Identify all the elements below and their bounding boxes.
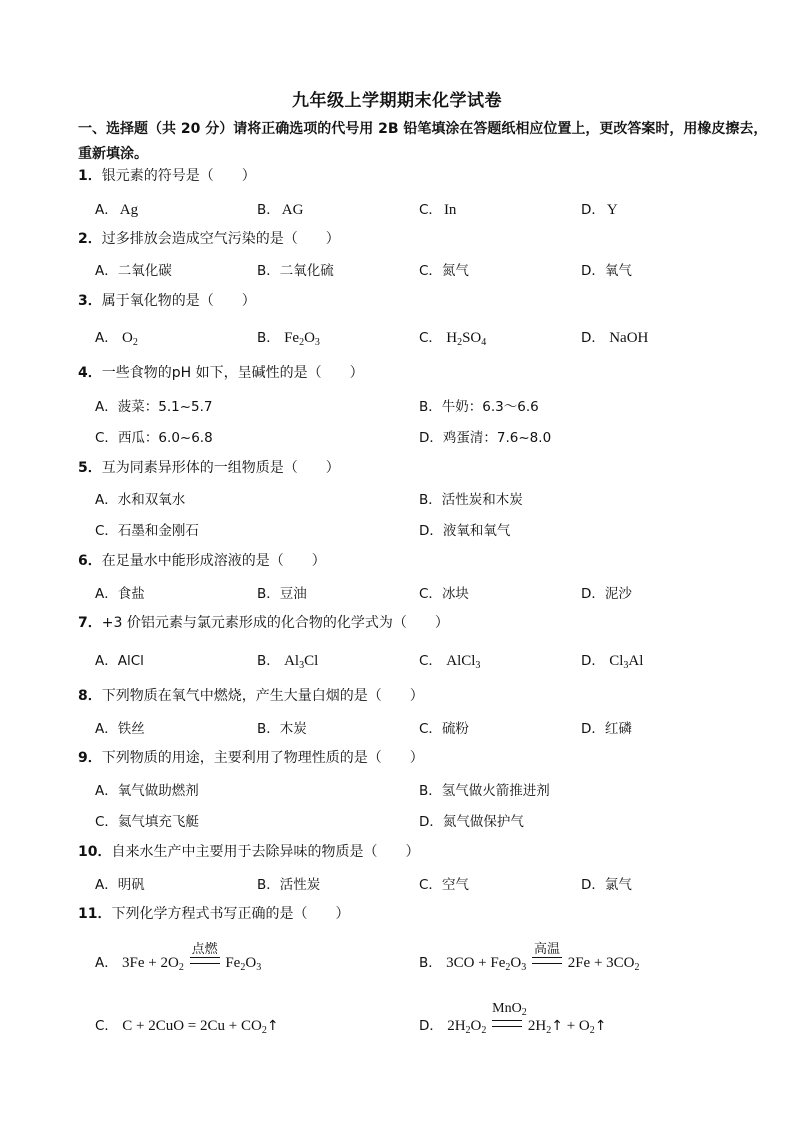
q8-option-b[interactable]: B．木炭 <box>257 721 307 737</box>
q6-option-c[interactable]: C．冰块 <box>419 586 469 602</box>
exam-title: 九年级上学期期末化学试卷 <box>292 91 502 111</box>
equation-b: $3CO + Fe_2O_3$ 高温 $2Fe + 3CO_2$ <box>446 942 640 973</box>
q8-option-a[interactable]: A．铁丝 <box>95 721 145 737</box>
q10-option-c[interactable]: C．空气 <box>419 877 469 893</box>
q11-option-d[interactable]: D． $2H_2O_2$ MnO$_2$ $2H_2↑$ + $O_2↑$ <box>419 1001 607 1036</box>
q9-option-b[interactable]: B．氢气做火箭推进剂 <box>419 783 550 799</box>
q10-option-a[interactable]: A．明矾 <box>95 877 145 893</box>
q5-option-b[interactable]: B．活性炭和木炭 <box>419 492 523 508</box>
reaction-condition: 高温 <box>532 955 562 972</box>
question-6: 6．在足量水中能形成溶液的是（ ） <box>78 553 326 569</box>
q1-option-b[interactable]: B． AG <box>257 202 304 218</box>
section-1-heading: 一、选择题（共 20 分）请将正确选项的代号用 2B 铅笔填涂在答题纸相应位置上，更改答案时，用橡皮擦去，重新填涂。 <box>78 121 768 162</box>
q3-option-d[interactable]: D． NaOH <box>581 330 649 346</box>
question-1: 1．银元素的符号是（ ） <box>78 168 256 184</box>
q11-option-b[interactable]: B． $3CO + Fe_2O_3$ 高温 $2Fe + 3CO_2$ <box>419 942 640 973</box>
gas-arrow-icon: ↑ <box>266 1018 279 1034</box>
question-8: 8．下列物质在氧气中燃烧，产生大量白烟的是（ ） <box>78 688 424 704</box>
q11-option-a[interactable]: A． $3Fe + 2O_2$ 点燃 $Fe_2O_3$ <box>95 942 262 973</box>
q3-option-b[interactable]: B． $Fe_2O_3$ <box>257 330 320 348</box>
q6-option-a[interactable]: A．食盐 <box>95 586 145 602</box>
q9-option-c[interactable]: C．氦气填充飞艇 <box>95 814 199 830</box>
q5-option-d[interactable]: D．液氧和氧气 <box>419 523 511 539</box>
reaction-condition: 点燃 <box>190 955 220 972</box>
question-9: 9．下列物质的用途，主要利用了物理性质的是（ ） <box>78 750 424 766</box>
q4-option-a[interactable]: A．菠菜：5.1~5.7 <box>95 399 213 415</box>
question-5: 5．互为同素异形体的一组物质是（ ） <box>78 460 340 476</box>
q1-option-a[interactable]: A． Ag <box>95 202 139 218</box>
q4-option-d[interactable]: D．鸡蛋清：7.6~8.0 <box>419 430 552 446</box>
q1-option-c[interactable]: C． In <box>419 202 457 218</box>
q9-option-a[interactable]: A．氧气做助燃剂 <box>95 783 199 799</box>
q4-option-b[interactable]: B．牛奶：6.3～6.6 <box>419 399 539 415</box>
q2-option-d[interactable]: D．氧气 <box>581 263 632 279</box>
reaction-condition: MnO$_2$ <box>492 1018 522 1035</box>
q8-option-c[interactable]: C．硫粉 <box>419 721 469 737</box>
question-4: 4．一些食物的pH 如下，呈碱性的是（ ） <box>78 365 364 381</box>
q7-option-d[interactable]: D． $Cl_3Al$ <box>581 653 644 671</box>
equation-a: $3Fe + 2O_2$ 点燃 $Fe_2O_3$ <box>122 942 262 973</box>
q5-option-c[interactable]: C．石墨和金刚石 <box>95 523 199 539</box>
q7-option-c[interactable]: C． AlCl$_3$ <box>419 653 481 671</box>
q2-option-c[interactable]: C．氮气 <box>419 263 469 279</box>
q3-option-c[interactable]: C． $H_2SO_4$ <box>419 330 487 348</box>
equation-c: $C + 2CuO = 2Cu + CO_2↑$ <box>122 1018 279 1036</box>
q4-option-c[interactable]: C．西瓜：6.0~6.8 <box>95 430 213 446</box>
question-3: 3．属于氧化物的是（ ） <box>78 293 256 309</box>
q7-option-a[interactable]: A．AlCl <box>95 653 144 669</box>
q3-option-a[interactable]: A． $O_2$ <box>95 330 138 348</box>
equation-d: $2H_2O_2$ MnO$_2$ $2H_2↑$ + $O_2↑$ <box>447 1001 607 1036</box>
q10-option-d[interactable]: D．氯气 <box>581 877 632 893</box>
q10-option-b[interactable]: B．活性炭 <box>257 877 321 893</box>
gas-arrow-icon: ↑ <box>551 1018 563 1034</box>
question-10: 10．自来水生产中主要用于去除异味的物质是（ ） <box>78 844 420 860</box>
q5-option-a[interactable]: A．水和双氧水 <box>95 492 186 508</box>
q2-option-a[interactable]: A．二氧化碳 <box>95 263 172 279</box>
question-7: 7．+3 价铝元素与氯元素形成的化合物的化学式为（ ） <box>78 615 449 631</box>
q6-option-d[interactable]: D．泥沙 <box>581 586 632 602</box>
q8-option-d[interactable]: D．红磷 <box>581 721 632 737</box>
question-11: 11．下列化学方程式书写正确的是（ ） <box>78 906 350 922</box>
q2-option-b[interactable]: B．二氧化硫 <box>257 263 334 279</box>
q7-option-b[interactable]: B． $Al_3Cl$ <box>257 653 319 671</box>
q9-option-d[interactable]: D．氮气做保护气 <box>419 814 524 830</box>
q1-option-d[interactable]: D． Y <box>581 202 618 218</box>
q6-option-b[interactable]: B．豆油 <box>257 586 307 602</box>
question-2: 2．过多排放会造成空气污染的是（ ） <box>78 231 340 247</box>
gas-arrow-icon: ↑ <box>594 1018 607 1034</box>
q11-option-c[interactable]: C． $C + 2CuO = 2Cu + CO_2↑$ <box>95 1018 279 1036</box>
